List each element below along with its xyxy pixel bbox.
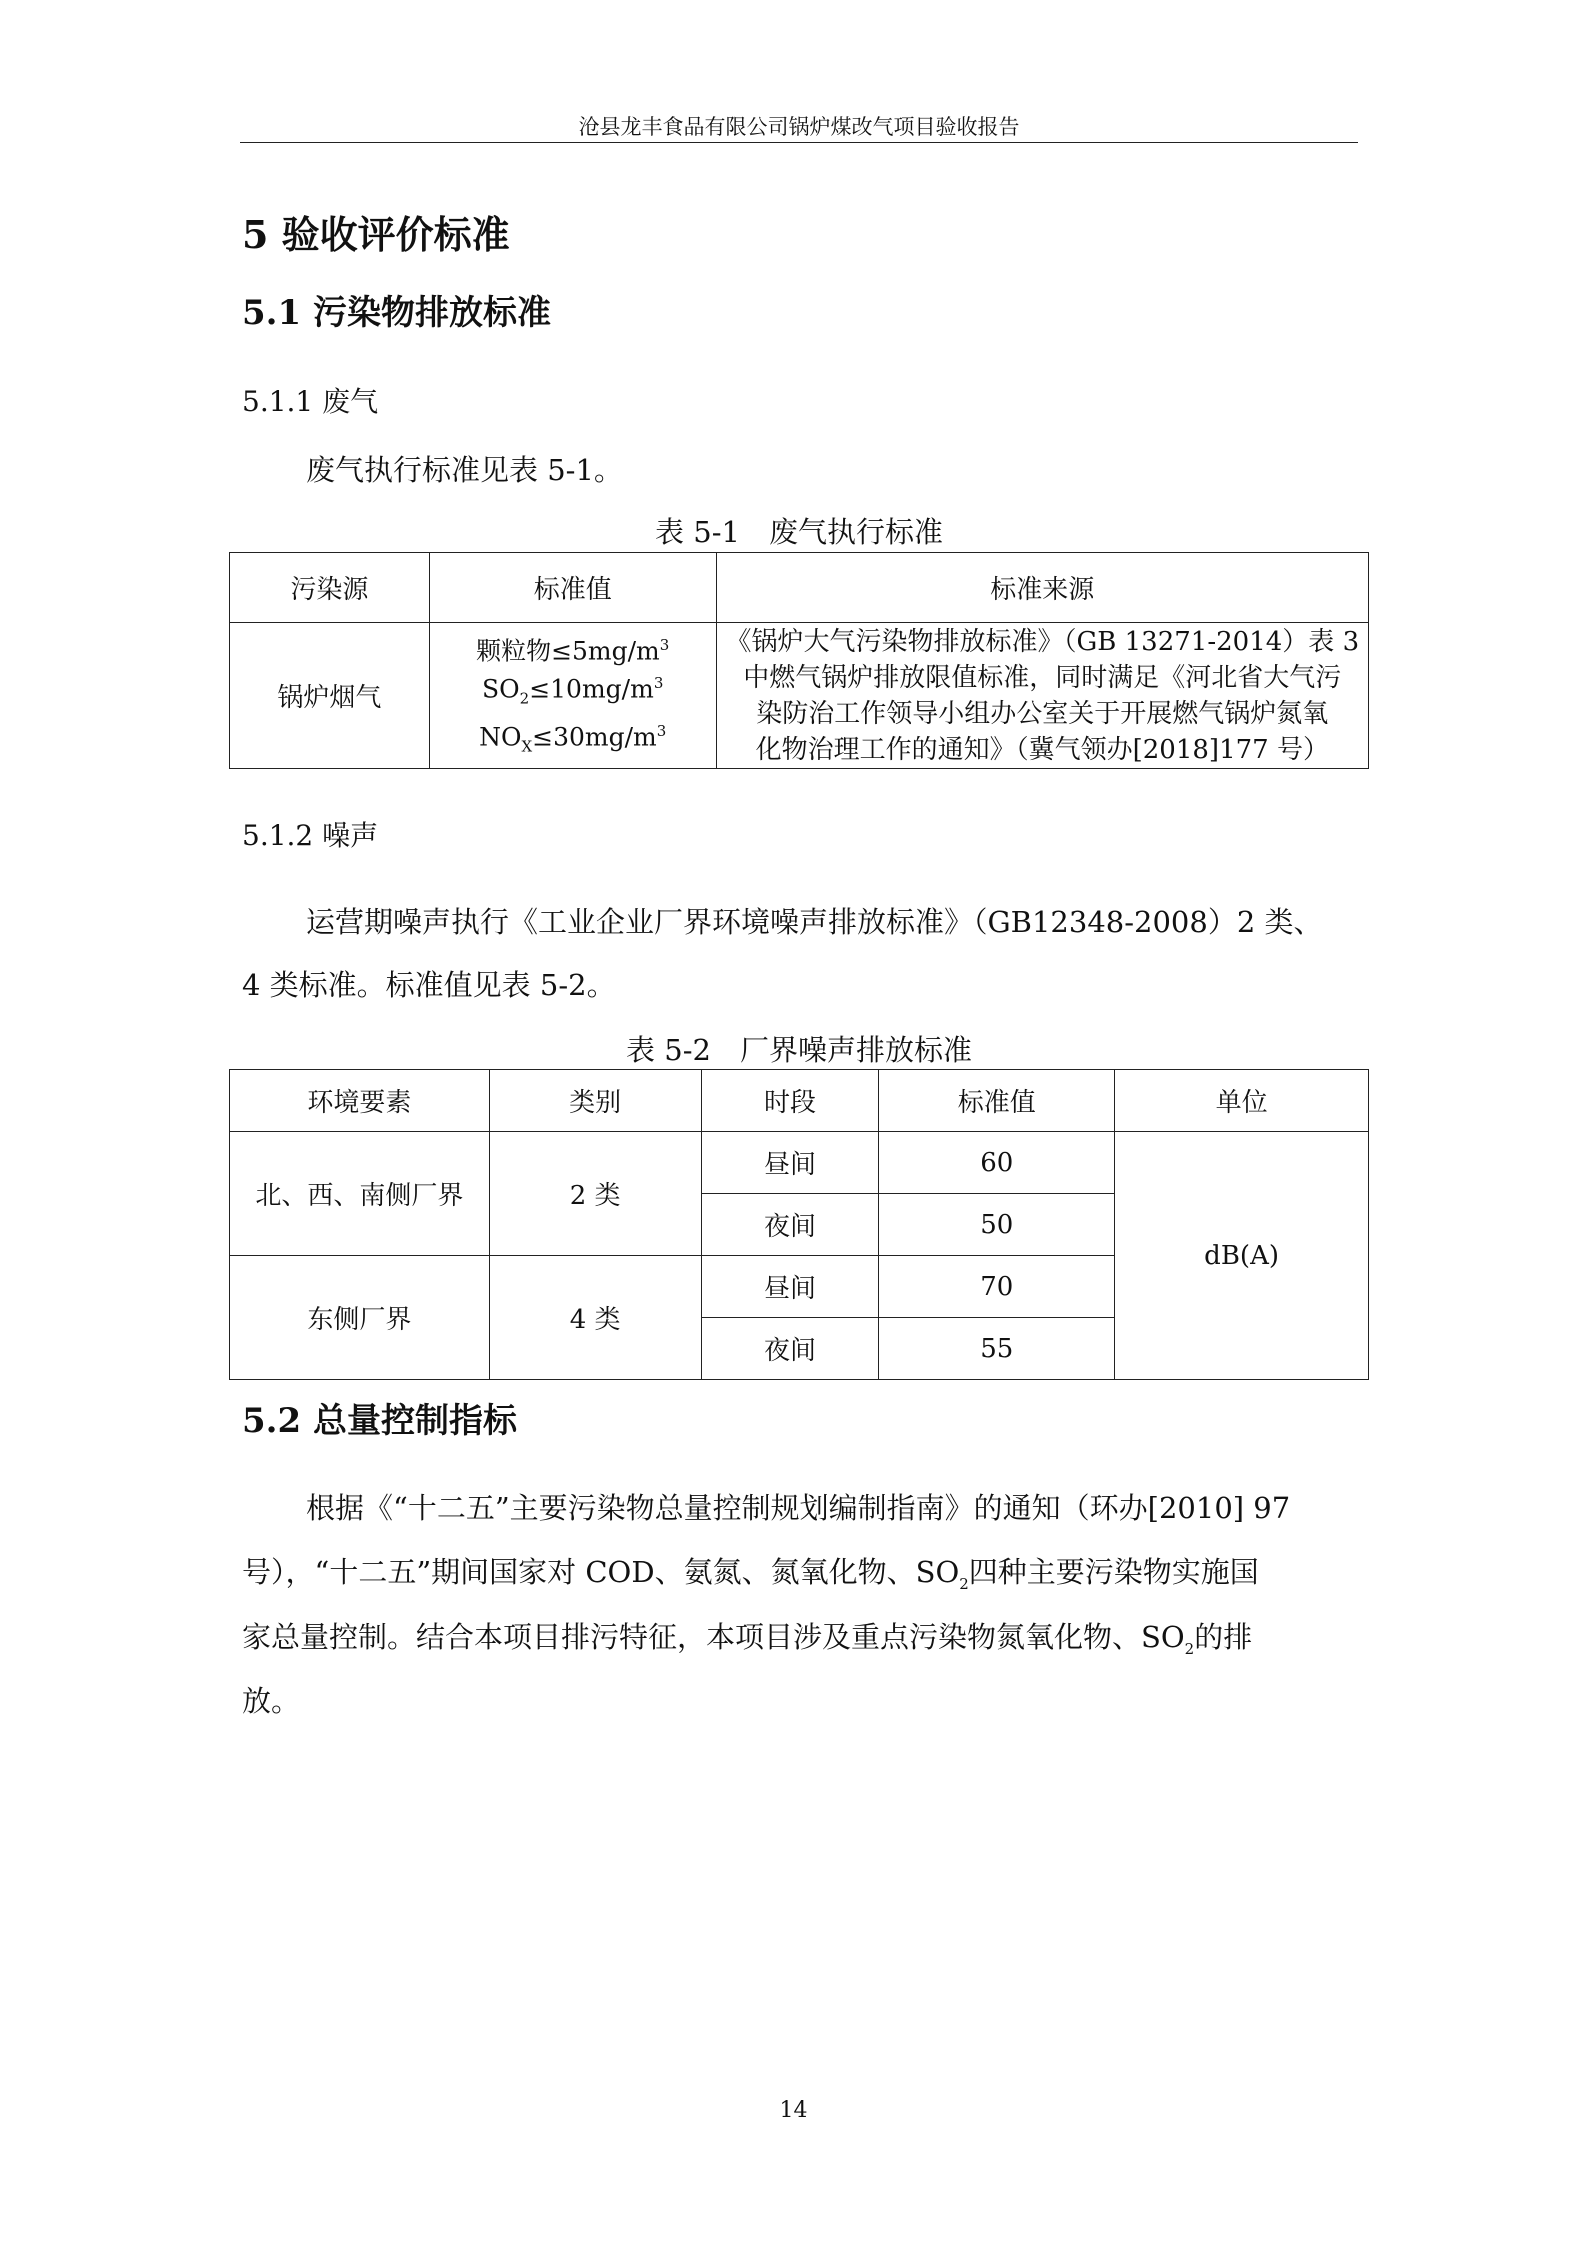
- subsection-heading-5-1-2: 5.1.2 噪声: [242, 819, 379, 852]
- section-heading-5: 5 验收评价标准: [242, 212, 510, 257]
- noise-standard-table: [229, 1069, 1369, 1380]
- std-nox: $NO_X\le 30mg/m^3$: [479, 721, 667, 755]
- total-paragraph-line2: 号），“十二五”期间国家对 COD、氨氮、氮氧化物、$SO_2$四种主要污染物实施国: [242, 1555, 1259, 1593]
- element-cell: 北、西、南侧厂界: [230, 1132, 490, 1256]
- header-rule: [240, 142, 1358, 143]
- table1-header-value: 标准值: [429, 553, 716, 623]
- table1-standard-cell: [429, 623, 716, 769]
- period-cell: 夜间: [701, 1318, 879, 1380]
- period-cell: 昼间: [701, 1256, 879, 1318]
- value-cell: 60: [879, 1132, 1115, 1194]
- table2-header-element: 环境要素: [230, 1070, 490, 1132]
- category-cell: 4 类: [489, 1256, 701, 1380]
- table2-header-value: 标准值: [879, 1070, 1115, 1132]
- unit-cell: dB(A): [1115, 1132, 1369, 1380]
- total-paragraph-line3: 家总量控制。结合本项目排污特征，本项目涉及重点污染物氮氧化物、$SO_2$的排: [242, 1620, 1253, 1658]
- value-cell: 55: [879, 1318, 1115, 1380]
- table1-header-origin: 标准来源: [716, 553, 1368, 623]
- element-cell: 东侧厂界: [230, 1256, 490, 1380]
- table1-header-source: 污染源: [230, 553, 430, 623]
- std-particulate: 颗粒物$\le 5mg/m^3$: [476, 636, 670, 666]
- section-heading-5-2: 5.2 总量控制指标: [242, 1401, 517, 1441]
- noise-paragraph-line1: 运营期噪声执行《工业企业厂界环境噪声排放标准》（GB12348-2008）2 类、: [306, 905, 1323, 939]
- table2-header-unit: 单位: [1115, 1070, 1369, 1132]
- period-cell: 夜间: [701, 1194, 879, 1256]
- table2-header-period: 时段: [701, 1070, 879, 1132]
- origin-line: 中燃气锅炉排放限值标准，同时满足《河北省大气污: [743, 662, 1342, 693]
- page-number: 14: [779, 2098, 808, 2123]
- table2-header-category: 类别: [489, 1070, 701, 1132]
- table1-caption: 表 5-1 废气执行标准: [655, 515, 943, 549]
- total-paragraph-line4: 放。: [242, 1684, 301, 1718]
- gas-intro-paragraph: 废气执行标准见表 5-1。: [306, 453, 623, 487]
- origin-line: 染防治工作领导小组办公室关于开展燃气锅炉氮氧: [756, 698, 1329, 729]
- exhaust-standard-table: [229, 552, 1369, 769]
- value-cell: 50: [879, 1194, 1115, 1256]
- section-heading-5-1: 5.1 污染物排放标准: [242, 293, 551, 333]
- table-row: [230, 1132, 1369, 1194]
- value-cell: 70: [879, 1256, 1115, 1318]
- running-header: 沧县龙丰食品有限公司锅炉煤改气项目验收报告: [578, 115, 1020, 139]
- origin-line: 《锅炉大气污染物排放标准》（GB 13271-2014）表 3: [725, 626, 1360, 657]
- total-paragraph-line1: 根据《“十二五”主要污染物总量控制规划编制指南》的通知（环办[2010] 97: [306, 1491, 1291, 1525]
- period-cell: 昼间: [701, 1132, 879, 1194]
- category-cell: 2 类: [489, 1132, 701, 1256]
- table1-source-cell: 锅炉烟气: [230, 623, 430, 769]
- subsection-heading-5-1-1: 5.1.1 废气: [242, 385, 379, 418]
- std-so2: $SO_2\le 10mg/m^3$: [482, 674, 664, 708]
- origin-line: 化物治理工作的通知》（冀气领办[2018]177 号）: [755, 734, 1329, 765]
- table2-caption: 表 5-2 厂界噪声排放标准: [626, 1033, 972, 1067]
- table1-origin-cell: [716, 623, 1368, 769]
- noise-paragraph-line2: 4 类标准。标准值见表 5-2。: [242, 968, 616, 1002]
